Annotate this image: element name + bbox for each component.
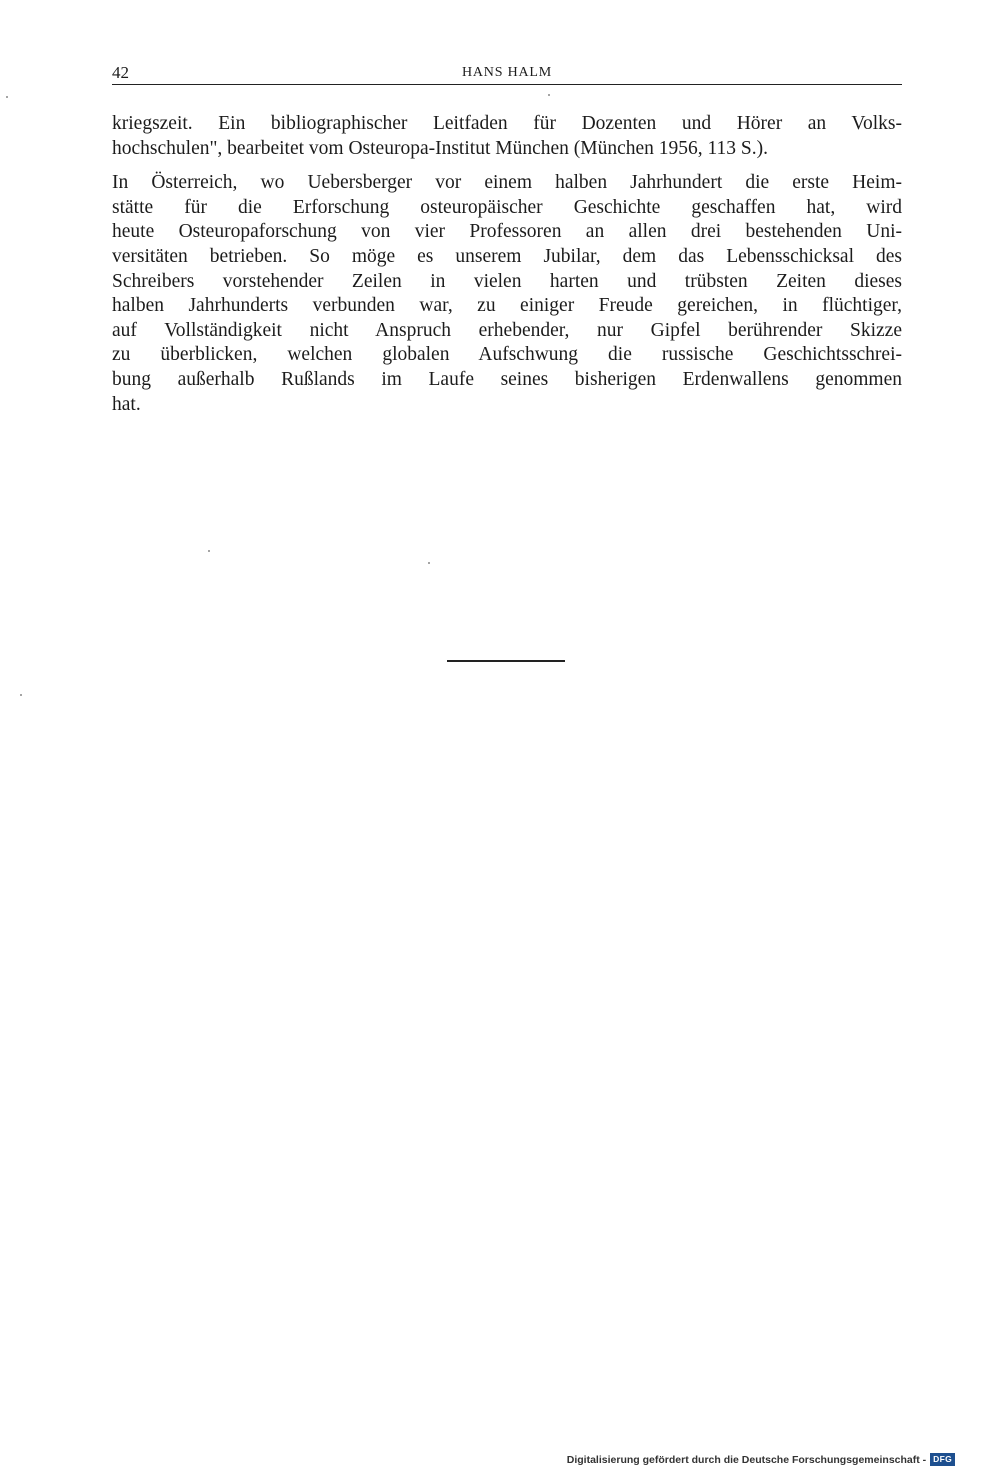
section-end-rule xyxy=(447,660,565,662)
text-line: heute Osteuropaforschung von vier Professoren an allen drei bestehenden Uni- xyxy=(112,221,902,243)
scan-speck xyxy=(428,562,430,564)
digitization-footer xyxy=(567,1453,955,1466)
text-line: hat. xyxy=(112,393,141,415)
text-line: versitäten betrieben. So möge es unserem Jubilar, dem das Lebensschicksal des xyxy=(112,245,902,267)
text-line: auf Vollständigkeit nicht Anspruch erhebender, nur Gipfel berührender Skizze xyxy=(112,319,902,341)
running-title: HANS HALM xyxy=(461,65,553,80)
paragraph-1 xyxy=(112,112,902,161)
scan-speck xyxy=(6,96,8,98)
scan-speck xyxy=(20,694,22,696)
text-line: stätte für die Erforschung osteuropäischer Geschichte geschaffen hat, wird xyxy=(112,196,902,218)
page-number: 42 xyxy=(112,63,129,82)
text-line: In Österreich, wo Uebersberger vor einem halben Jahrhundert die erste Heim- xyxy=(112,172,902,194)
text-line: halben Jahrhunderts verbunden war, zu einiger Freude gereichen, in flüchtiger, xyxy=(112,295,902,317)
text-line: zu überblicken, welchen globalen Aufschwung die russische Geschichtsschrei- xyxy=(112,344,902,366)
text-line: kriegszeit. Ein bibliographischer Leitfaden für Dozenten und Hörer an Volks- xyxy=(112,113,902,134)
text-line: bung außerhalb Rußlands im Laufe seines bisherigen Erdenwallens genommen xyxy=(112,368,902,390)
footer-text: Digitalisierung gefördert durch die Deutsche Forschungsgemeinschaft - xyxy=(566,1453,927,1466)
text-line: Schreibers vorstehender Zeilen in vielen harten und trübsten Zeiten dieses xyxy=(112,270,902,292)
scan-speck xyxy=(208,550,210,552)
text-line: hochschulen", bearbeitet vom Osteuropa-Institut München (München 1956, 113 S.). xyxy=(112,137,769,159)
dfg-logo-icon: DFG xyxy=(930,1453,955,1466)
header-rule xyxy=(112,84,902,85)
running-head xyxy=(112,62,902,84)
paragraph-2 xyxy=(112,171,902,417)
body-text xyxy=(112,112,902,417)
scan-speck xyxy=(548,94,550,96)
